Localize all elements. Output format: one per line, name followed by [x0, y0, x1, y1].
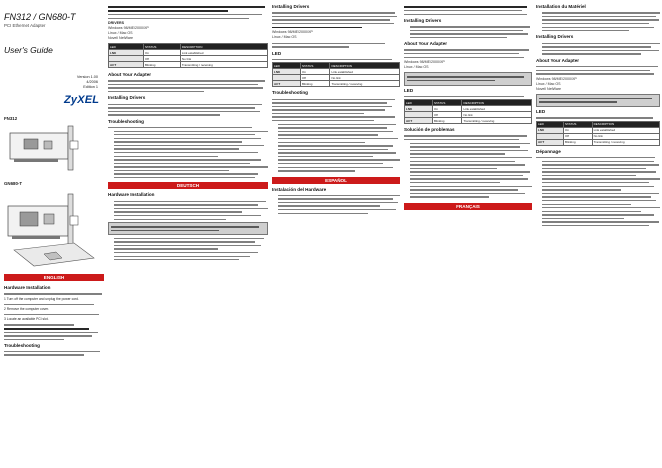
text-line	[4, 324, 74, 325]
note-box	[404, 72, 532, 85]
text-line	[539, 101, 617, 102]
table-header-cell: STATUS	[143, 44, 180, 50]
text-line	[114, 215, 261, 216]
text-line	[410, 150, 528, 151]
column-4	[404, 0, 532, 468]
date-text: 4/2006	[86, 80, 98, 84]
text-line	[108, 10, 228, 12]
text-line	[542, 53, 641, 54]
product-title: FN312 / GN680-T	[4, 12, 76, 22]
text-line	[410, 196, 489, 197]
text-line	[272, 12, 395, 13]
text-line	[404, 139, 519, 140]
text-line	[108, 114, 220, 115]
zyxel-logo: ZyXEL	[64, 94, 100, 106]
text-line	[410, 182, 500, 183]
text-line	[272, 19, 390, 20]
gn680-card-image	[4, 188, 100, 268]
led-table-fr	[536, 121, 660, 146]
driver-row: Linux / Mac OS	[108, 31, 133, 36]
text-line	[108, 107, 255, 108]
text-line	[114, 141, 242, 142]
table-cell: Off	[300, 75, 330, 81]
step-2: 2 Remove the computer cover.	[4, 307, 49, 312]
text-line	[542, 186, 654, 187]
text-line	[114, 211, 242, 212]
drivers-label: DRIVERS	[108, 21, 124, 26]
text-line	[278, 142, 365, 143]
step-1: 1 Turn off the computer and unplug the power cord.	[4, 296, 79, 301]
text-line	[114, 238, 264, 239]
text-line	[272, 43, 385, 44]
text-line	[114, 159, 261, 160]
text-line	[404, 14, 527, 15]
text-line	[272, 116, 395, 117]
text-line	[272, 23, 394, 24]
table-cell: No link	[330, 75, 400, 81]
text-line	[536, 73, 654, 74]
column-3	[272, 0, 400, 468]
text-line	[108, 104, 262, 105]
table-cell: Link established	[330, 69, 400, 75]
text-line	[410, 175, 523, 176]
text-line	[114, 163, 250, 164]
text-line	[114, 152, 258, 153]
table-cell: Off	[143, 56, 180, 62]
table-cell: Off	[432, 112, 462, 118]
text-line	[542, 178, 660, 179]
table-cell: Blinking	[432, 118, 462, 124]
text-line	[278, 195, 400, 196]
text-line	[278, 163, 383, 164]
text-line	[278, 131, 393, 132]
step-3: 3 Locate an available PCI slot.	[4, 317, 49, 322]
table-cell: Link established	[592, 127, 659, 133]
table-cell: ACT	[405, 118, 433, 124]
table-header-cell: LED	[109, 44, 144, 50]
text-line	[4, 354, 84, 355]
text-line	[114, 259, 239, 260]
text-line	[114, 245, 261, 246]
table-cell: On	[432, 106, 462, 112]
text-line	[542, 196, 651, 197]
text-line	[4, 328, 89, 330]
heading-depannage: Dépannage	[536, 148, 561, 154]
text-line	[114, 173, 258, 174]
text-line	[272, 16, 397, 17]
text-line	[108, 14, 262, 15]
table-cell: On	[143, 50, 180, 56]
column-2	[108, 0, 268, 468]
table-cell: LNK	[109, 50, 144, 56]
cover-column	[4, 0, 104, 468]
table-row	[405, 118, 532, 124]
text-line	[272, 113, 364, 114]
text-line	[108, 6, 265, 8]
edition-text: Edition 1	[83, 85, 98, 89]
heading-about-fr: About Your Adapter	[536, 57, 580, 63]
text-line	[272, 120, 374, 121]
fn312-card-image	[4, 123, 100, 173]
text-line	[108, 91, 204, 92]
text-line	[114, 241, 255, 242]
text-line	[114, 156, 218, 157]
table-header-cell: LED	[405, 100, 433, 106]
table-header-cell: LED	[273, 63, 301, 69]
heading-es-drivers: Installing Drivers	[404, 17, 442, 23]
table-row	[537, 139, 660, 145]
table-header-cell: LED	[537, 121, 564, 127]
text-line	[278, 134, 378, 135]
text-line	[542, 19, 659, 20]
text-line	[114, 138, 261, 139]
table-cell: Blinking	[143, 62, 180, 68]
section-bar-english: ENGLISH	[4, 274, 104, 281]
text-line	[542, 27, 654, 28]
text-line	[410, 157, 532, 158]
table-header-cell: DESCRIPTION	[180, 44, 267, 50]
text-line	[278, 127, 387, 128]
section-bar-espanol: ESPAÑOL	[272, 177, 400, 184]
text-line	[410, 146, 520, 147]
text-line	[542, 218, 624, 219]
table-cell: Link established	[462, 106, 532, 112]
text-line	[114, 177, 255, 178]
heading-col3-top: Installing Drivers	[272, 4, 310, 9]
text-line	[278, 149, 388, 150]
text-line	[278, 159, 400, 160]
text-line	[410, 171, 530, 172]
heading-hw-install-es: Instalación del Hardware	[272, 186, 327, 192]
column-5	[536, 0, 660, 468]
heading-troubleshoot: Troubleshooting	[4, 342, 40, 348]
text-line	[410, 193, 525, 194]
text-line	[542, 225, 649, 226]
text-line	[542, 207, 660, 208]
text-line	[114, 170, 229, 171]
text-line	[542, 221, 659, 222]
text-line	[272, 106, 392, 107]
text-line	[542, 189, 621, 190]
led-table	[108, 43, 268, 68]
version-text: Version 1.00	[76, 75, 98, 79]
table-row	[109, 62, 268, 68]
text-line	[114, 166, 268, 167]
table-cell: Transmitting / receiving	[180, 62, 267, 68]
text-line	[278, 124, 396, 125]
text-line	[542, 200, 656, 201]
text-line	[410, 153, 505, 154]
text-line	[278, 198, 393, 199]
text-line	[542, 204, 631, 205]
table-cell: ACT	[109, 62, 144, 68]
text-line	[410, 37, 507, 38]
text-line	[542, 193, 659, 194]
text-line	[278, 167, 393, 168]
text-line	[410, 33, 528, 34]
text-line	[407, 80, 495, 81]
text-line	[278, 209, 396, 210]
table-cell: LNK	[273, 69, 301, 75]
text-line	[407, 76, 524, 77]
table-cell: LNK	[537, 127, 564, 133]
text-line	[108, 127, 252, 128]
text-line	[542, 168, 646, 169]
heading-about-es: About Your Adapter	[404, 41, 448, 47]
text-line	[404, 96, 524, 97]
text-line	[410, 189, 518, 190]
heading-hw-install: Hardware Installation	[4, 285, 51, 290]
heading-troubleshoot-2: Troubleshooting	[108, 118, 144, 124]
table-header-cell: STATUS	[300, 63, 330, 69]
text-line	[410, 186, 532, 187]
gn680-label: GN680-T	[4, 181, 23, 186]
driver-row: Windows 98/ME/2000/XP	[272, 30, 313, 35]
text-line	[108, 18, 249, 19]
text-line	[542, 23, 649, 24]
text-line	[4, 293, 102, 294]
text-line	[278, 202, 398, 203]
text-line	[272, 102, 387, 103]
table-header-cell: DESCRIPTION	[462, 100, 532, 106]
text-line	[272, 59, 392, 60]
text-line	[410, 178, 528, 179]
text-line	[272, 99, 395, 100]
note-box	[108, 222, 268, 235]
table-header-cell: STATUS	[432, 100, 462, 106]
section-bar-francais: FRANÇAIS	[404, 203, 532, 210]
text-line	[114, 252, 258, 253]
table-cell: Transmitting / receiving	[330, 81, 400, 87]
table-cell: No link	[462, 112, 532, 118]
text-line	[278, 152, 396, 153]
table-header-cell: DESCRIPTION	[330, 63, 400, 69]
text-line	[410, 30, 523, 31]
text-line	[4, 332, 98, 333]
text-line	[542, 164, 659, 165]
text-line	[114, 148, 239, 149]
heading-fehlerbehebung: Troubleshooting	[272, 90, 308, 96]
text-line	[410, 26, 530, 27]
text-line	[404, 135, 527, 136]
text-line	[114, 201, 266, 202]
text-line	[4, 304, 94, 305]
heading-led-es: LED	[404, 87, 414, 93]
led-table-de	[272, 62, 400, 87]
text-line	[4, 339, 64, 340]
text-line	[114, 248, 218, 249]
table-cell: On	[564, 127, 593, 133]
text-line	[278, 213, 368, 214]
driver-row: Windows 98/ME/2000/XP	[108, 26, 149, 31]
table-cell: Transmitting / receiving	[462, 118, 532, 124]
text-line	[404, 57, 524, 58]
table-cell: No link	[180, 56, 267, 62]
text-line	[278, 170, 355, 171]
text-line	[4, 351, 100, 352]
heading-hw-installation-de: Hardware Installation	[108, 192, 155, 198]
driver-row: Novell NetWare	[108, 36, 134, 41]
text-line	[114, 131, 268, 132]
table-cell: Transmitting / receiving	[592, 139, 659, 145]
table-row	[273, 81, 400, 87]
text-line	[542, 171, 656, 172]
table-cell: ACT	[273, 81, 301, 87]
text-line	[4, 314, 99, 315]
text-line	[542, 214, 654, 215]
text-line	[278, 145, 393, 146]
table-cell: Off	[564, 133, 593, 139]
heading-led: LED	[272, 50, 282, 56]
table-header-cell: STATUS	[564, 121, 593, 127]
heading-led-fr: LED	[536, 109, 546, 115]
text-line	[272, 46, 349, 47]
heading-resolver: Solución de problemas	[404, 127, 455, 133]
text-line	[542, 50, 659, 51]
version-block	[58, 75, 98, 90]
heading-fr-drivers: Installing Drivers	[536, 34, 574, 40]
text-line	[410, 143, 530, 144]
text-line	[542, 12, 660, 13]
table-cell: Blinking	[564, 139, 593, 145]
table-cell: Blinking	[300, 81, 330, 87]
text-line	[114, 204, 258, 205]
text-line	[278, 138, 398, 139]
fn312-label: FN312	[4, 116, 18, 121]
text-line	[410, 164, 525, 165]
table-cell: Link established	[180, 50, 267, 56]
text-line	[111, 226, 259, 227]
table-cell: ACT	[537, 139, 564, 145]
text-line	[410, 168, 497, 169]
table-cell: LNK	[405, 106, 433, 112]
product-subtitle: PCI Ethernet Adapter	[4, 23, 46, 28]
driver-row: Linux / Mac OS	[404, 65, 429, 70]
heading-instalacion-fr: Installation du Matériel	[536, 4, 586, 9]
text-line	[542, 175, 636, 176]
text-line	[542, 182, 649, 183]
text-line	[272, 27, 362, 29]
text-line	[404, 10, 522, 11]
text-line	[114, 219, 226, 220]
text-line	[272, 109, 385, 110]
text-line	[4, 335, 92, 336]
text-line	[536, 157, 655, 158]
led-table-es	[404, 99, 532, 124]
text-line	[278, 205, 380, 206]
note-box	[536, 94, 660, 107]
text-line	[542, 16, 656, 17]
heading-about-adapter: About Your Adapter	[108, 72, 152, 78]
text-line	[278, 156, 373, 157]
text-line	[536, 66, 658, 67]
heading-install-drivers: Installing Drivers	[108, 95, 146, 101]
driver-row: Windows 98/ME/2000/XP	[404, 60, 445, 65]
doc-type: User's Guide	[4, 45, 53, 55]
text-line	[108, 87, 263, 88]
table-cell: On	[300, 69, 330, 75]
text-line	[539, 98, 652, 99]
table-header-cell: DESCRIPTION	[592, 121, 659, 127]
text-line	[108, 84, 258, 85]
text-line	[404, 53, 519, 54]
table-cell: No link	[592, 133, 659, 139]
text-line	[114, 134, 255, 135]
driver-row: Linux / Mac OS	[272, 35, 297, 40]
text-line	[404, 49, 529, 50]
text-line	[536, 70, 650, 71]
text-line	[114, 145, 264, 146]
driver-row: Windows 98/ME/2000/XP	[536, 76, 577, 81]
text-line	[542, 46, 651, 47]
text-line	[111, 230, 219, 231]
text-line	[108, 80, 265, 81]
section-bar-deutsch: DEUTSCH	[108, 182, 268, 189]
text-line	[114, 208, 268, 209]
text-line	[410, 161, 515, 162]
text-line	[542, 161, 654, 162]
text-line	[542, 30, 629, 31]
text-line	[542, 43, 660, 44]
text-line	[114, 256, 250, 257]
text-line	[542, 211, 641, 212]
text-line	[536, 117, 653, 118]
text-line	[108, 111, 260, 112]
text-line	[404, 6, 527, 8]
driver-row: Novell NetWare	[536, 86, 562, 91]
driver-row: Linux / Mac OS	[536, 81, 561, 86]
